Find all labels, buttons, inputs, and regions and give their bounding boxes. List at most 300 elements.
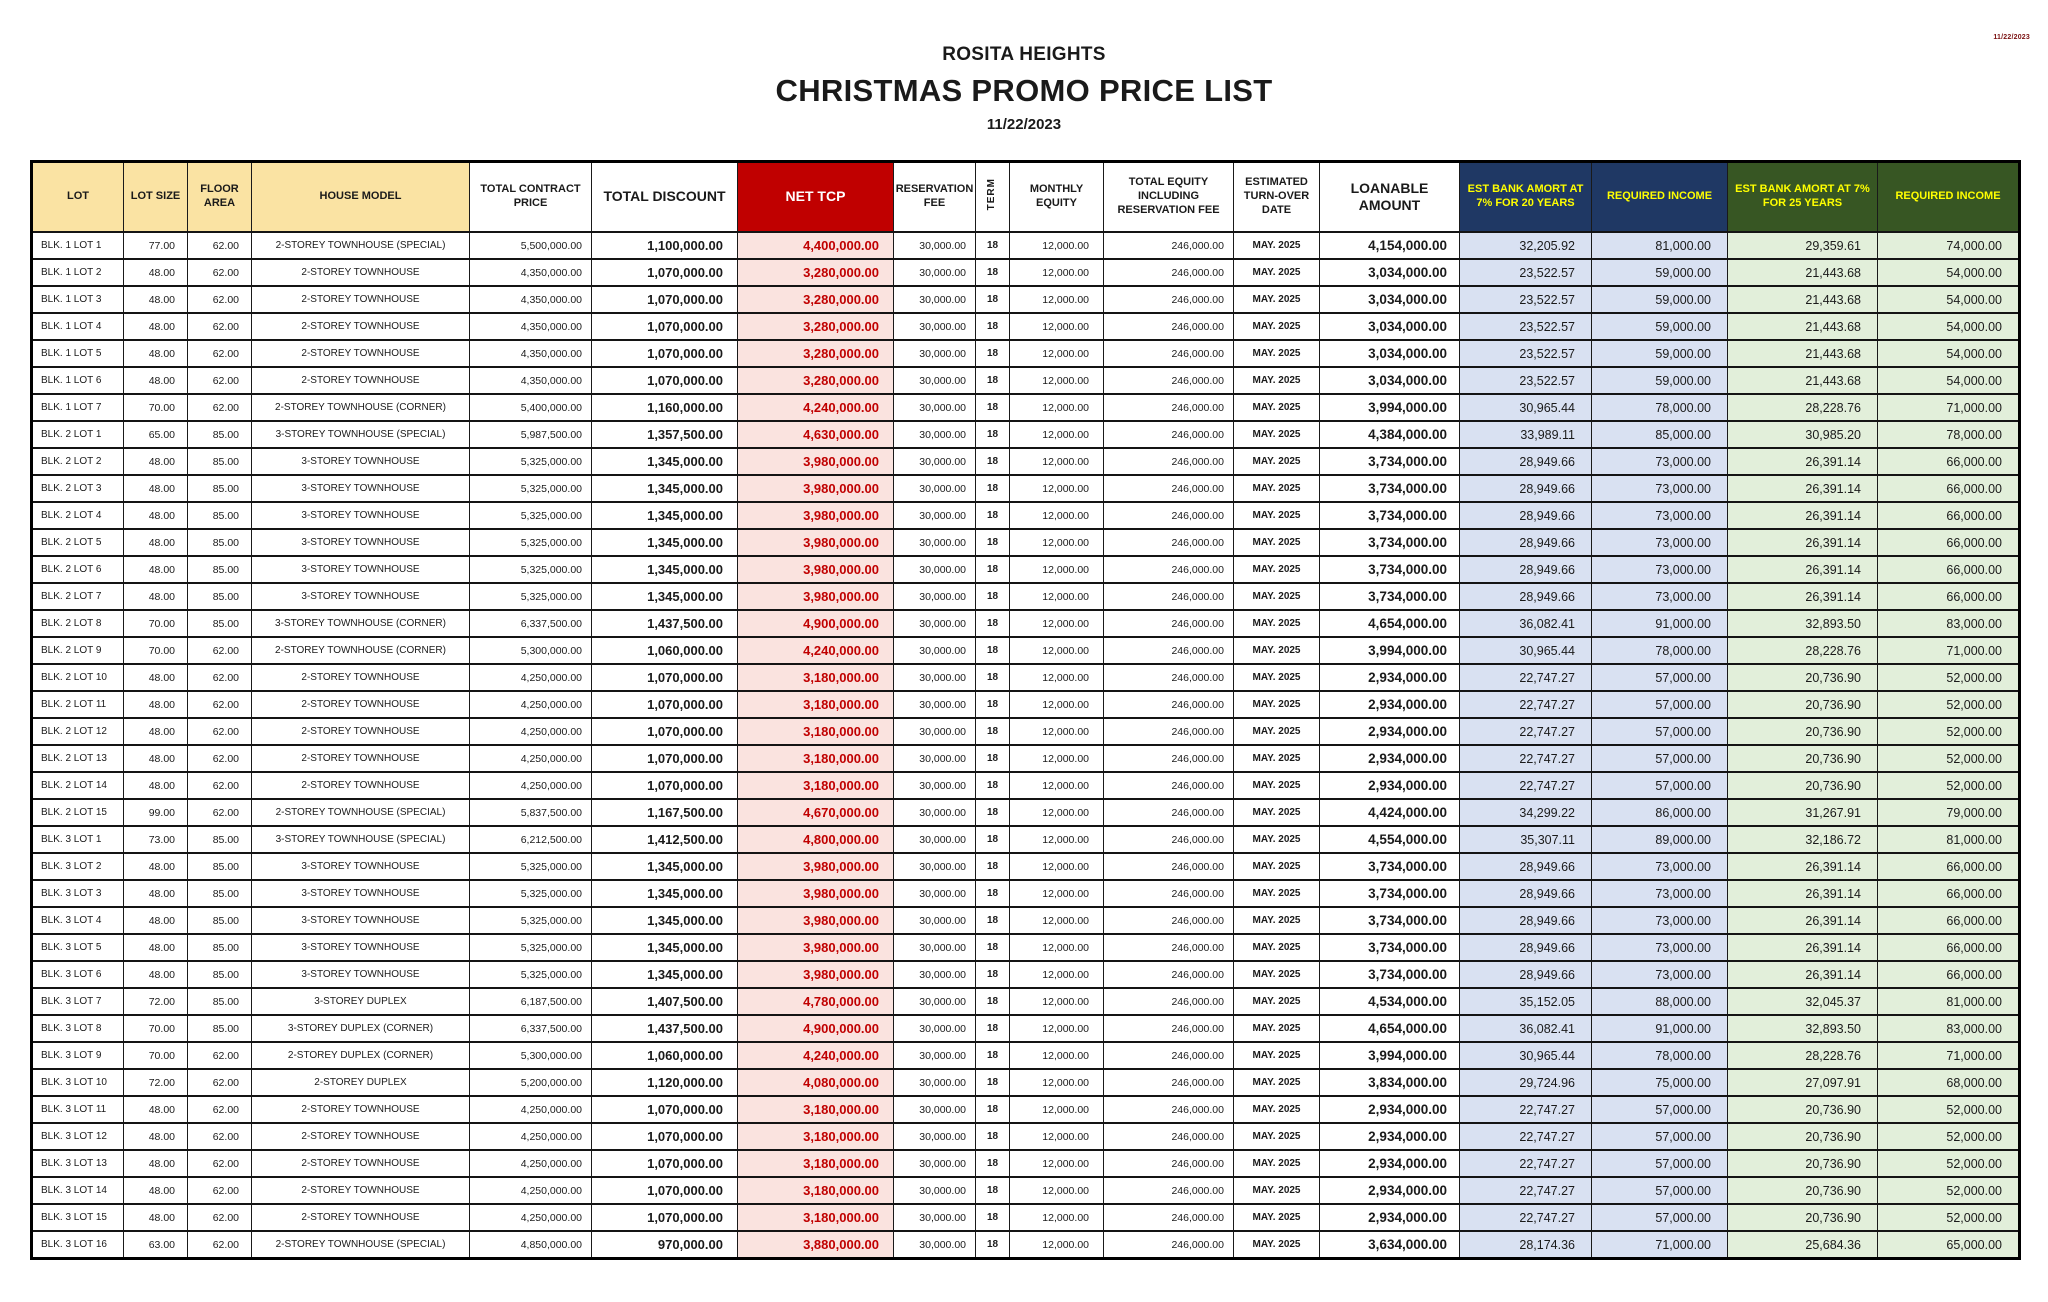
cell-house-model: 2-STOREY TOWNHOUSE bbox=[252, 718, 470, 745]
cell-term: 18 bbox=[976, 394, 1010, 421]
cell-amort-25yr: 26,391.14 bbox=[1728, 529, 1878, 556]
cell-amort-20yr: 23,522.57 bbox=[1460, 367, 1592, 394]
cell-required-income-25yr: 81,000.00 bbox=[1878, 988, 2020, 1015]
cell-total-equity: 246,000.00 bbox=[1104, 583, 1234, 610]
cell-amort-20yr: 22,747.27 bbox=[1460, 664, 1592, 691]
cell-amort-20yr: 22,747.27 bbox=[1460, 1177, 1592, 1204]
header-floor-area: FLOOR AREA bbox=[188, 162, 252, 233]
cell-turnover-date: MAY. 2025 bbox=[1234, 232, 1320, 259]
cell-lot-size: 48.00 bbox=[124, 961, 188, 988]
cell-reservation-fee: 30,000.00 bbox=[894, 394, 976, 421]
cell-amort-25yr: 26,391.14 bbox=[1728, 475, 1878, 502]
cell-net-tcp: 3,980,000.00 bbox=[738, 961, 894, 988]
cell-lot: BLK. 3 LOT 10 bbox=[32, 1069, 124, 1096]
cell-amort-20yr: 28,949.66 bbox=[1460, 502, 1592, 529]
cell-amort-25yr: 31,267.91 bbox=[1728, 799, 1878, 826]
cell-lot: BLK. 2 LOT 4 bbox=[32, 502, 124, 529]
cell-lot-size: 48.00 bbox=[124, 448, 188, 475]
cell-lot-size: 48.00 bbox=[124, 313, 188, 340]
cell-lot: BLK. 2 LOT 11 bbox=[32, 691, 124, 718]
header-loanable-amount: LOANABLE AMOUNT bbox=[1320, 162, 1460, 233]
cell-required-income-20yr: 57,000.00 bbox=[1592, 1204, 1728, 1231]
cell-total-discount: 1,070,000.00 bbox=[592, 1150, 738, 1177]
cell-reservation-fee: 30,000.00 bbox=[894, 1204, 976, 1231]
header-total-contract-price: TOTAL CONTRACT PRICE bbox=[470, 162, 592, 233]
table-row bbox=[32, 745, 2020, 772]
cell-term: 18 bbox=[976, 340, 1010, 367]
cell-amort-25yr: 21,443.68 bbox=[1728, 367, 1878, 394]
cell-required-income-25yr: 52,000.00 bbox=[1878, 1177, 2020, 1204]
cell-house-model: 2-STOREY TOWNHOUSE bbox=[252, 1204, 470, 1231]
table-row bbox=[32, 1123, 2020, 1150]
cell-monthly-equity: 12,000.00 bbox=[1010, 367, 1104, 394]
cell-required-income-25yr: 71,000.00 bbox=[1878, 1042, 2020, 1069]
cell-lot: BLK. 3 LOT 7 bbox=[32, 988, 124, 1015]
cell-reservation-fee: 30,000.00 bbox=[894, 1096, 976, 1123]
cell-amort-25yr: 28,228.76 bbox=[1728, 394, 1878, 421]
cell-reservation-fee: 30,000.00 bbox=[894, 583, 976, 610]
cell-monthly-equity: 12,000.00 bbox=[1010, 610, 1104, 637]
cell-total-discount: 1,070,000.00 bbox=[592, 745, 738, 772]
cell-total-contract-price: 4,250,000.00 bbox=[470, 1123, 592, 1150]
cell-total-equity: 246,000.00 bbox=[1104, 1204, 1234, 1231]
cell-total-contract-price: 6,187,500.00 bbox=[470, 988, 592, 1015]
cell-lot-size: 72.00 bbox=[124, 988, 188, 1015]
cell-loanable-amount: 4,554,000.00 bbox=[1320, 826, 1460, 853]
cell-lot: BLK. 3 LOT 2 bbox=[32, 853, 124, 880]
cell-required-income-20yr: 57,000.00 bbox=[1592, 1096, 1728, 1123]
cell-required-income-25yr: 68,000.00 bbox=[1878, 1069, 2020, 1096]
table-row bbox=[32, 691, 2020, 718]
cell-required-income-20yr: 59,000.00 bbox=[1592, 340, 1728, 367]
cell-required-income-20yr: 73,000.00 bbox=[1592, 934, 1728, 961]
table-row bbox=[32, 718, 2020, 745]
cell-total-discount: 1,357,500.00 bbox=[592, 421, 738, 448]
cell-lot-size: 48.00 bbox=[124, 745, 188, 772]
cell-lot: BLK. 3 LOT 1 bbox=[32, 826, 124, 853]
cell-total-contract-price: 4,250,000.00 bbox=[470, 1204, 592, 1231]
cell-monthly-equity: 12,000.00 bbox=[1010, 853, 1104, 880]
cell-term: 18 bbox=[976, 1231, 1010, 1259]
cell-monthly-equity: 12,000.00 bbox=[1010, 556, 1104, 583]
cell-total-discount: 1,412,500.00 bbox=[592, 826, 738, 853]
cell-lot: BLK. 2 LOT 3 bbox=[32, 475, 124, 502]
table-row bbox=[32, 880, 2020, 907]
header-required-income-25yr: REQUIRED INCOME bbox=[1878, 162, 2020, 233]
cell-net-tcp: 3,180,000.00 bbox=[738, 1204, 894, 1231]
cell-turnover-date: MAY. 2025 bbox=[1234, 1123, 1320, 1150]
cell-house-model: 2-STOREY TOWNHOUSE (SPECIAL) bbox=[252, 799, 470, 826]
cell-house-model: 2-STOREY TOWNHOUSE bbox=[252, 745, 470, 772]
cell-total-equity: 246,000.00 bbox=[1104, 556, 1234, 583]
cell-total-discount: 1,345,000.00 bbox=[592, 448, 738, 475]
cell-required-income-20yr: 59,000.00 bbox=[1592, 367, 1728, 394]
cell-amort-20yr: 22,747.27 bbox=[1460, 772, 1592, 799]
cell-amort-25yr: 26,391.14 bbox=[1728, 556, 1878, 583]
cell-amort-25yr: 21,443.68 bbox=[1728, 340, 1878, 367]
cell-turnover-date: MAY. 2025 bbox=[1234, 313, 1320, 340]
cell-house-model: 3-STOREY TOWNHOUSE (SPECIAL) bbox=[252, 826, 470, 853]
cell-turnover-date: MAY. 2025 bbox=[1234, 1204, 1320, 1231]
cell-amort-20yr: 28,174.36 bbox=[1460, 1231, 1592, 1259]
cell-monthly-equity: 12,000.00 bbox=[1010, 259, 1104, 286]
cell-house-model: 2-STOREY TOWNHOUSE bbox=[252, 1123, 470, 1150]
cell-term: 18 bbox=[976, 1069, 1010, 1096]
cell-term: 18 bbox=[976, 826, 1010, 853]
cell-floor-area: 62.00 bbox=[188, 691, 252, 718]
cell-required-income-20yr: 89,000.00 bbox=[1592, 826, 1728, 853]
cell-required-income-20yr: 57,000.00 bbox=[1592, 1150, 1728, 1177]
cell-required-income-25yr: 54,000.00 bbox=[1878, 340, 2020, 367]
cell-total-discount: 1,070,000.00 bbox=[592, 1096, 738, 1123]
cell-net-tcp: 4,080,000.00 bbox=[738, 1069, 894, 1096]
cell-amort-20yr: 23,522.57 bbox=[1460, 286, 1592, 313]
cell-turnover-date: MAY. 2025 bbox=[1234, 529, 1320, 556]
cell-loanable-amount: 3,734,000.00 bbox=[1320, 556, 1460, 583]
cell-total-equity: 246,000.00 bbox=[1104, 799, 1234, 826]
cell-total-equity: 246,000.00 bbox=[1104, 529, 1234, 556]
cell-lot: BLK. 3 LOT 14 bbox=[32, 1177, 124, 1204]
cell-turnover-date: MAY. 2025 bbox=[1234, 340, 1320, 367]
cell-total-discount: 1,070,000.00 bbox=[592, 313, 738, 340]
cell-total-equity: 246,000.00 bbox=[1104, 1015, 1234, 1042]
cell-total-discount: 1,120,000.00 bbox=[592, 1069, 738, 1096]
table-row bbox=[32, 1069, 2020, 1096]
cell-house-model: 2-STOREY TOWNHOUSE bbox=[252, 1150, 470, 1177]
cell-required-income-25yr: 66,000.00 bbox=[1878, 853, 2020, 880]
cell-amort-20yr: 32,205.92 bbox=[1460, 232, 1592, 259]
cell-total-discount: 1,060,000.00 bbox=[592, 637, 738, 664]
cell-amort-20yr: 28,949.66 bbox=[1460, 475, 1592, 502]
cell-lot-size: 48.00 bbox=[124, 286, 188, 313]
cell-amort-20yr: 23,522.57 bbox=[1460, 340, 1592, 367]
cell-required-income-20yr: 73,000.00 bbox=[1592, 961, 1728, 988]
cell-amort-25yr: 21,443.68 bbox=[1728, 313, 1878, 340]
header-reservation-fee: RESERVATION FEE bbox=[894, 162, 976, 233]
cell-turnover-date: MAY. 2025 bbox=[1234, 1096, 1320, 1123]
cell-term: 18 bbox=[976, 529, 1010, 556]
cell-lot-size: 70.00 bbox=[124, 610, 188, 637]
cell-net-tcp: 3,980,000.00 bbox=[738, 907, 894, 934]
cell-loanable-amount: 3,734,000.00 bbox=[1320, 448, 1460, 475]
cell-term: 18 bbox=[976, 637, 1010, 664]
cell-amort-25yr: 27,097.91 bbox=[1728, 1069, 1878, 1096]
cell-term: 18 bbox=[976, 583, 1010, 610]
cell-total-equity: 246,000.00 bbox=[1104, 934, 1234, 961]
cell-lot: BLK. 1 LOT 1 bbox=[32, 232, 124, 259]
cell-total-equity: 246,000.00 bbox=[1104, 610, 1234, 637]
cell-total-contract-price: 5,500,000.00 bbox=[470, 232, 592, 259]
cell-total-discount: 1,345,000.00 bbox=[592, 961, 738, 988]
cell-floor-area: 85.00 bbox=[188, 880, 252, 907]
cell-total-equity: 246,000.00 bbox=[1104, 1042, 1234, 1069]
cell-floor-area: 62.00 bbox=[188, 1150, 252, 1177]
cell-required-income-25yr: 83,000.00 bbox=[1878, 1015, 2020, 1042]
cell-monthly-equity: 12,000.00 bbox=[1010, 1015, 1104, 1042]
header-net-tcp: NET TCP bbox=[738, 162, 894, 233]
cell-lot: BLK. 1 LOT 4 bbox=[32, 313, 124, 340]
cell-house-model: 2-STOREY TOWNHOUSE (SPECIAL) bbox=[252, 232, 470, 259]
cell-required-income-20yr: 75,000.00 bbox=[1592, 1069, 1728, 1096]
cell-term: 18 bbox=[976, 907, 1010, 934]
cell-total-discount: 1,345,000.00 bbox=[592, 934, 738, 961]
cell-net-tcp: 3,280,000.00 bbox=[738, 259, 894, 286]
header-turnover-date: ESTIMATED TURN-OVER DATE bbox=[1234, 162, 1320, 233]
cell-loanable-amount: 3,994,000.00 bbox=[1320, 1042, 1460, 1069]
cell-loanable-amount: 3,734,000.00 bbox=[1320, 502, 1460, 529]
cell-total-equity: 246,000.00 bbox=[1104, 313, 1234, 340]
cell-amort-25yr: 26,391.14 bbox=[1728, 907, 1878, 934]
cell-turnover-date: MAY. 2025 bbox=[1234, 475, 1320, 502]
table-row bbox=[32, 664, 2020, 691]
cell-required-income-25yr: 71,000.00 bbox=[1878, 637, 2020, 664]
cell-amort-20yr: 30,965.44 bbox=[1460, 1042, 1592, 1069]
cell-amort-20yr: 28,949.66 bbox=[1460, 853, 1592, 880]
cell-total-discount: 1,407,500.00 bbox=[592, 988, 738, 1015]
cell-floor-area: 85.00 bbox=[188, 529, 252, 556]
cell-monthly-equity: 12,000.00 bbox=[1010, 1204, 1104, 1231]
cell-monthly-equity: 12,000.00 bbox=[1010, 421, 1104, 448]
cell-total-discount: 1,345,000.00 bbox=[592, 853, 738, 880]
cell-amort-20yr: 28,949.66 bbox=[1460, 880, 1592, 907]
cell-monthly-equity: 12,000.00 bbox=[1010, 502, 1104, 529]
cell-lot-size: 48.00 bbox=[124, 340, 188, 367]
cell-total-contract-price: 5,325,000.00 bbox=[470, 853, 592, 880]
cell-lot: BLK. 3 LOT 9 bbox=[32, 1042, 124, 1069]
cell-required-income-25yr: 52,000.00 bbox=[1878, 1150, 2020, 1177]
cell-amort-20yr: 22,747.27 bbox=[1460, 1204, 1592, 1231]
cell-amort-20yr: 23,522.57 bbox=[1460, 313, 1592, 340]
table-row bbox=[32, 1231, 2020, 1259]
cell-total-equity: 246,000.00 bbox=[1104, 664, 1234, 691]
cell-total-discount: 1,070,000.00 bbox=[592, 1177, 738, 1204]
cell-net-tcp: 4,240,000.00 bbox=[738, 637, 894, 664]
cell-monthly-equity: 12,000.00 bbox=[1010, 1096, 1104, 1123]
cell-floor-area: 85.00 bbox=[188, 475, 252, 502]
cell-total-contract-price: 5,987,500.00 bbox=[470, 421, 592, 448]
cell-floor-area: 62.00 bbox=[188, 637, 252, 664]
cell-lot-size: 63.00 bbox=[124, 1231, 188, 1259]
cell-monthly-equity: 12,000.00 bbox=[1010, 1177, 1104, 1204]
cell-monthly-equity: 12,000.00 bbox=[1010, 1123, 1104, 1150]
cell-required-income-20yr: 73,000.00 bbox=[1592, 502, 1728, 529]
cell-amort-25yr: 32,045.37 bbox=[1728, 988, 1878, 1015]
price-table bbox=[30, 160, 2021, 1260]
cell-term: 18 bbox=[976, 1150, 1010, 1177]
cell-net-tcp: 4,670,000.00 bbox=[738, 799, 894, 826]
cell-floor-area: 62.00 bbox=[188, 1177, 252, 1204]
cell-loanable-amount: 3,734,000.00 bbox=[1320, 880, 1460, 907]
cell-loanable-amount: 2,934,000.00 bbox=[1320, 1123, 1460, 1150]
cell-total-equity: 246,000.00 bbox=[1104, 907, 1234, 934]
table-row bbox=[32, 502, 2020, 529]
cell-lot: BLK. 1 LOT 3 bbox=[32, 286, 124, 313]
cell-total-contract-price: 5,325,000.00 bbox=[470, 907, 592, 934]
cell-required-income-25yr: 66,000.00 bbox=[1878, 583, 2020, 610]
cell-total-contract-price: 5,325,000.00 bbox=[470, 529, 592, 556]
cell-total-discount: 1,070,000.00 bbox=[592, 1123, 738, 1150]
cell-reservation-fee: 30,000.00 bbox=[894, 529, 976, 556]
cell-total-equity: 246,000.00 bbox=[1104, 691, 1234, 718]
cell-turnover-date: MAY. 2025 bbox=[1234, 421, 1320, 448]
cell-lot: BLK. 2 LOT 9 bbox=[32, 637, 124, 664]
cell-total-discount: 1,070,000.00 bbox=[592, 340, 738, 367]
header-required-income-20yr: REQUIRED INCOME bbox=[1592, 162, 1728, 233]
cell-term: 18 bbox=[976, 556, 1010, 583]
cell-monthly-equity: 12,000.00 bbox=[1010, 232, 1104, 259]
cell-lot: BLK. 1 LOT 7 bbox=[32, 394, 124, 421]
cell-total-equity: 246,000.00 bbox=[1104, 718, 1234, 745]
price-list-sheet bbox=[30, 160, 2018, 1260]
cell-total-contract-price: 4,250,000.00 bbox=[470, 664, 592, 691]
cell-monthly-equity: 12,000.00 bbox=[1010, 637, 1104, 664]
cell-floor-area: 85.00 bbox=[188, 853, 252, 880]
cell-net-tcp: 3,980,000.00 bbox=[738, 502, 894, 529]
cell-total-contract-price: 5,325,000.00 bbox=[470, 502, 592, 529]
cell-total-contract-price: 5,325,000.00 bbox=[470, 448, 592, 475]
cell-lot: BLK. 2 LOT 1 bbox=[32, 421, 124, 448]
cell-total-contract-price: 5,325,000.00 bbox=[470, 934, 592, 961]
cell-required-income-25yr: 66,000.00 bbox=[1878, 502, 2020, 529]
table-row bbox=[32, 1015, 2020, 1042]
cell-lot-size: 48.00 bbox=[124, 907, 188, 934]
cell-net-tcp: 3,180,000.00 bbox=[738, 718, 894, 745]
cell-amort-20yr: 22,747.27 bbox=[1460, 691, 1592, 718]
cell-term: 18 bbox=[976, 448, 1010, 475]
cell-lot-size: 48.00 bbox=[124, 583, 188, 610]
table-row bbox=[32, 529, 2020, 556]
cell-house-model: 2-STOREY TOWNHOUSE bbox=[252, 259, 470, 286]
cell-monthly-equity: 12,000.00 bbox=[1010, 718, 1104, 745]
cell-net-tcp: 4,240,000.00 bbox=[738, 394, 894, 421]
cell-amort-25yr: 26,391.14 bbox=[1728, 961, 1878, 988]
cell-loanable-amount: 2,934,000.00 bbox=[1320, 664, 1460, 691]
cell-lot: BLK. 3 LOT 11 bbox=[32, 1096, 124, 1123]
cell-reservation-fee: 30,000.00 bbox=[894, 475, 976, 502]
cell-term: 18 bbox=[976, 367, 1010, 394]
cell-reservation-fee: 30,000.00 bbox=[894, 421, 976, 448]
cell-house-model: 2-STOREY TOWNHOUSE bbox=[252, 691, 470, 718]
cell-reservation-fee: 30,000.00 bbox=[894, 691, 976, 718]
cell-lot: BLK. 2 LOT 13 bbox=[32, 745, 124, 772]
cell-total-contract-price: 4,350,000.00 bbox=[470, 286, 592, 313]
cell-loanable-amount: 2,934,000.00 bbox=[1320, 1204, 1460, 1231]
cell-amort-25yr: 20,736.90 bbox=[1728, 1204, 1878, 1231]
cell-lot-size: 70.00 bbox=[124, 1015, 188, 1042]
cell-required-income-20yr: 73,000.00 bbox=[1592, 583, 1728, 610]
cell-monthly-equity: 12,000.00 bbox=[1010, 826, 1104, 853]
cell-reservation-fee: 30,000.00 bbox=[894, 880, 976, 907]
cell-turnover-date: MAY. 2025 bbox=[1234, 934, 1320, 961]
cell-term: 18 bbox=[976, 772, 1010, 799]
header-amort-20yr: EST BANK AMORT AT 7% FOR 20 YEARS bbox=[1460, 162, 1592, 233]
table-row bbox=[32, 1096, 2020, 1123]
cell-required-income-20yr: 73,000.00 bbox=[1592, 529, 1728, 556]
cell-required-income-25yr: 74,000.00 bbox=[1878, 232, 2020, 259]
cell-house-model: 2-STOREY DUPLEX (CORNER) bbox=[252, 1042, 470, 1069]
cell-amort-20yr: 22,747.27 bbox=[1460, 1096, 1592, 1123]
cell-required-income-25yr: 83,000.00 bbox=[1878, 610, 2020, 637]
cell-total-contract-price: 6,212,500.00 bbox=[470, 826, 592, 853]
cell-net-tcp: 3,280,000.00 bbox=[738, 313, 894, 340]
cell-floor-area: 62.00 bbox=[188, 232, 252, 259]
header-term-label: TERM bbox=[986, 178, 998, 211]
cell-lot: BLK. 2 LOT 14 bbox=[32, 772, 124, 799]
cell-net-tcp: 4,630,000.00 bbox=[738, 421, 894, 448]
cell-reservation-fee: 30,000.00 bbox=[894, 664, 976, 691]
cell-net-tcp: 3,280,000.00 bbox=[738, 340, 894, 367]
cell-total-contract-price: 4,250,000.00 bbox=[470, 691, 592, 718]
cell-lot: BLK. 2 LOT 15 bbox=[32, 799, 124, 826]
cell-total-contract-price: 5,300,000.00 bbox=[470, 1042, 592, 1069]
cell-total-contract-price: 4,250,000.00 bbox=[470, 1150, 592, 1177]
cell-net-tcp: 3,180,000.00 bbox=[738, 1177, 894, 1204]
table-row bbox=[32, 799, 2020, 826]
cell-lot-size: 77.00 bbox=[124, 232, 188, 259]
cell-floor-area: 62.00 bbox=[188, 1204, 252, 1231]
cell-required-income-25yr: 81,000.00 bbox=[1878, 826, 2020, 853]
cell-amort-20yr: 28,949.66 bbox=[1460, 556, 1592, 583]
cell-floor-area: 62.00 bbox=[188, 313, 252, 340]
cell-required-income-20yr: 59,000.00 bbox=[1592, 259, 1728, 286]
cell-floor-area: 85.00 bbox=[188, 556, 252, 583]
cell-turnover-date: MAY. 2025 bbox=[1234, 448, 1320, 475]
cell-term: 18 bbox=[976, 988, 1010, 1015]
cell-lot-size: 48.00 bbox=[124, 259, 188, 286]
table-row bbox=[32, 907, 2020, 934]
cell-house-model: 2-STOREY TOWNHOUSE (CORNER) bbox=[252, 637, 470, 664]
cell-reservation-fee: 30,000.00 bbox=[894, 313, 976, 340]
cell-net-tcp: 4,900,000.00 bbox=[738, 1015, 894, 1042]
cell-total-discount: 1,070,000.00 bbox=[592, 718, 738, 745]
header-total-discount: TOTAL DISCOUNT bbox=[592, 162, 738, 233]
cell-floor-area: 62.00 bbox=[188, 718, 252, 745]
cell-required-income-20yr: 78,000.00 bbox=[1592, 394, 1728, 421]
cell-turnover-date: MAY. 2025 bbox=[1234, 799, 1320, 826]
cell-reservation-fee: 30,000.00 bbox=[894, 1231, 976, 1259]
cell-reservation-fee: 30,000.00 bbox=[894, 772, 976, 799]
cell-amort-25yr: 20,736.90 bbox=[1728, 691, 1878, 718]
cell-amort-20yr: 28,949.66 bbox=[1460, 934, 1592, 961]
table-row bbox=[32, 232, 2020, 259]
cell-amort-20yr: 35,307.11 bbox=[1460, 826, 1592, 853]
cell-term: 18 bbox=[976, 1123, 1010, 1150]
cell-total-contract-price: 4,250,000.00 bbox=[470, 1177, 592, 1204]
page-date: 11/22/2023 bbox=[986, 116, 1062, 133]
cell-house-model: 3-STOREY DUPLEX bbox=[252, 988, 470, 1015]
cell-reservation-fee: 30,000.00 bbox=[894, 232, 976, 259]
cell-required-income-25yr: 54,000.00 bbox=[1878, 313, 2020, 340]
table-row bbox=[32, 259, 2020, 286]
table-row bbox=[32, 853, 2020, 880]
cell-required-income-20yr: 57,000.00 bbox=[1592, 691, 1728, 718]
table-row bbox=[32, 988, 2020, 1015]
cell-floor-area: 62.00 bbox=[188, 772, 252, 799]
cell-reservation-fee: 30,000.00 bbox=[894, 745, 976, 772]
cell-total-contract-price: 4,850,000.00 bbox=[470, 1231, 592, 1259]
cell-total-equity: 246,000.00 bbox=[1104, 259, 1234, 286]
cell-reservation-fee: 30,000.00 bbox=[894, 1123, 976, 1150]
cell-amort-25yr: 20,736.90 bbox=[1728, 745, 1878, 772]
cell-floor-area: 62.00 bbox=[188, 259, 252, 286]
cell-floor-area: 62.00 bbox=[188, 1123, 252, 1150]
cell-house-model: 2-STOREY TOWNHOUSE bbox=[252, 664, 470, 691]
cell-total-contract-price: 5,325,000.00 bbox=[470, 475, 592, 502]
table-row bbox=[32, 1042, 2020, 1069]
cell-turnover-date: MAY. 2025 bbox=[1234, 1150, 1320, 1177]
cell-house-model: 3-STOREY TOWNHOUSE bbox=[252, 907, 470, 934]
cell-total-discount: 1,070,000.00 bbox=[592, 367, 738, 394]
